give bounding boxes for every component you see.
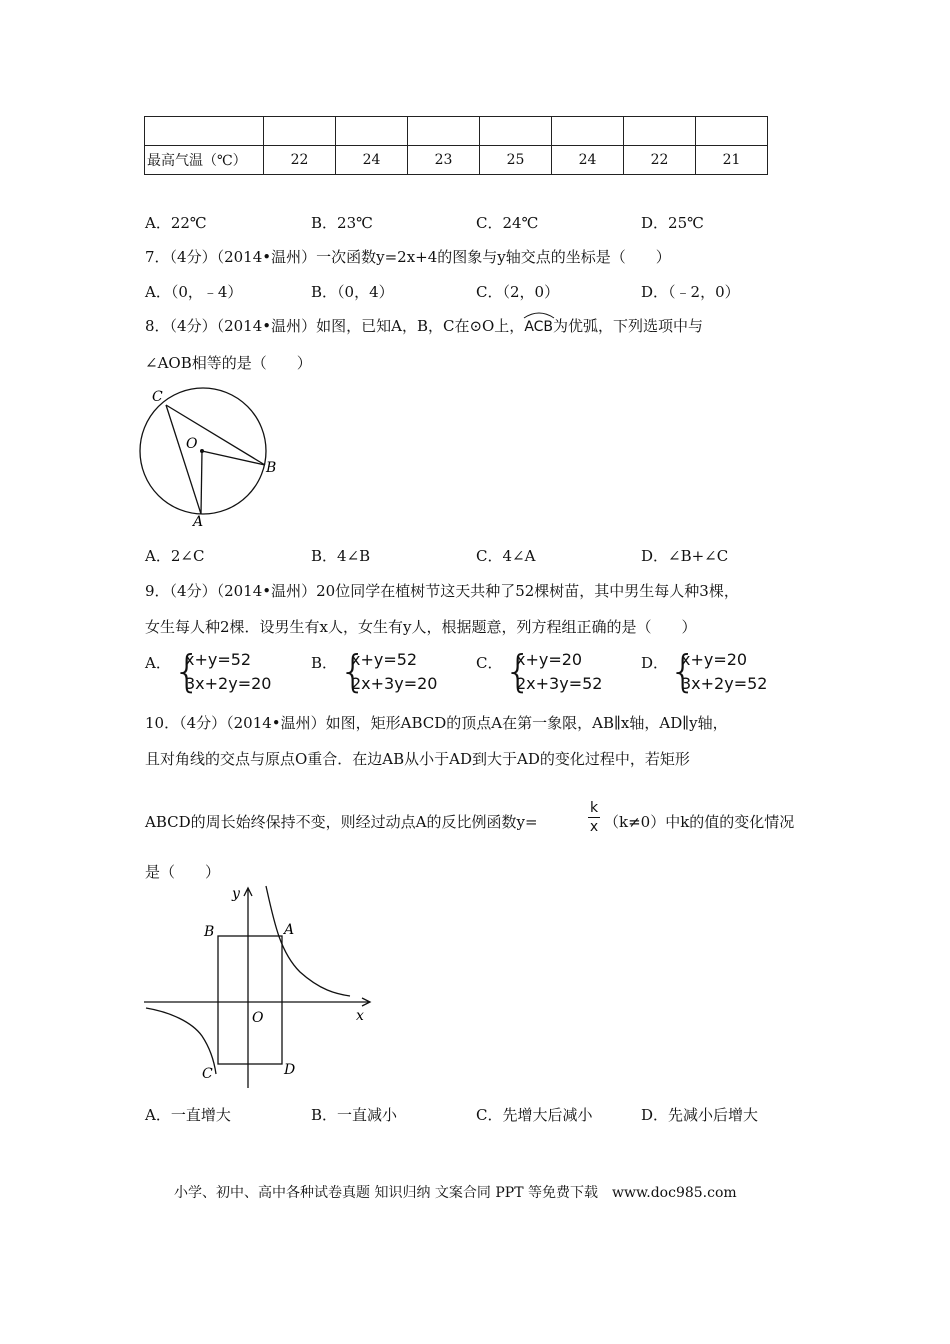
equation-1: x+y=20 xyxy=(681,650,748,669)
label-b: B xyxy=(266,460,277,476)
q9-option-c-letter: C． xyxy=(476,654,503,672)
table-row xyxy=(145,146,768,175)
table-cell: 24 xyxy=(552,146,624,175)
equation-2: 2x+3y=20 xyxy=(351,674,438,693)
brace-icon: { xyxy=(173,646,201,697)
fraction-k-over-x xyxy=(588,800,600,835)
table-cell: 22 xyxy=(624,146,696,175)
table-cell: 25 xyxy=(480,146,552,175)
segment-ob xyxy=(202,451,265,465)
label-c: C xyxy=(152,389,163,405)
q10-stem-line3-end: （k≠0）中k的值的变化情况 xyxy=(604,813,795,831)
equation-2: 3x+2y=20 xyxy=(185,674,272,693)
rectangle-abcd xyxy=(218,936,282,1064)
q10-option-a: A．一直增大 xyxy=(145,1106,231,1124)
arc-label: ACB xyxy=(524,319,554,335)
q10-option-d: D．先减小后增大 xyxy=(641,1106,759,1124)
q7-option-c: C．（2，0） xyxy=(476,283,560,301)
q6-option-b: B．23℃ xyxy=(311,214,373,232)
q10-stem-line4: 是（ ） xyxy=(145,863,221,881)
table-cell: 24 xyxy=(336,146,408,175)
brace-icon: { xyxy=(504,646,532,697)
q8-stem-line1 xyxy=(145,315,703,336)
q8-stem-line2: ∠AOB相等的是（ ） xyxy=(145,354,312,372)
q10-option-b: B．一直减小 xyxy=(311,1106,398,1124)
q10-stem-line3-start: ABCD的周长始终保持不变，则经过动点A的反比例函数y= xyxy=(145,813,538,831)
q6-option-a: A．22℃ xyxy=(145,214,207,232)
table-cell: 23 xyxy=(408,146,480,175)
equation-1: x+y=52 xyxy=(185,650,252,669)
q9-stem-line1: 9．（4分）（2014•温州）20位同学在植树节这天共种了52棵树苗，其中男生每人种3棵， xyxy=(145,582,739,600)
q10-option-c: C．先增大后减小 xyxy=(476,1106,593,1124)
fraction-denominator: x xyxy=(589,819,599,835)
label-d: D xyxy=(284,1062,296,1078)
q10-coordinate-figure xyxy=(140,882,380,1092)
label-x: x xyxy=(356,1008,364,1024)
label-o: O xyxy=(186,436,198,452)
segment-cb xyxy=(166,405,265,465)
fraction-numerator: k xyxy=(589,800,599,816)
hyperbola-branch-1 xyxy=(266,886,350,996)
q8-option-c: C．4∠A xyxy=(476,547,536,565)
table-cell xyxy=(408,117,480,146)
q9-option-d-letter: D． xyxy=(641,654,669,672)
fraction-bar xyxy=(588,817,600,818)
label-b: B xyxy=(204,924,215,940)
q9-option-a-system xyxy=(173,646,283,700)
segment-ca xyxy=(166,405,201,514)
page-footer: 小学、初中、高中各种试卷真题 知识归纳 文案合同 PPT 等免费下载 www.doc985.com xyxy=(174,1185,737,1201)
table-cell: 22 xyxy=(264,146,336,175)
arc-notation xyxy=(524,315,553,335)
arc-mark-icon xyxy=(522,311,556,319)
q8-stem-end: 为优弧，下列选项中与 xyxy=(553,317,704,335)
q7-stem: 7．（4分）（2014•温州）一次函数y=2x+4的图象与y轴交点的坐标是（ ） xyxy=(145,248,671,266)
q8-option-d: D．∠B+∠C xyxy=(641,547,729,565)
row-label: 最高气温（℃） xyxy=(145,146,264,175)
q9-stem-line2: 女生每人种2棵．设男生有x人，女生有y人，根据题意，列方程组正确的是（ ） xyxy=(145,618,697,636)
label-o: O xyxy=(252,1010,264,1026)
temperature-table xyxy=(144,116,768,175)
brace-icon: { xyxy=(669,646,697,697)
center-dot xyxy=(200,449,204,453)
q7-option-d: D．（﹣2，0） xyxy=(641,283,740,301)
equation-2: 3x+2y=52 xyxy=(681,674,768,693)
q8-stem-start: 8．（4分）（2014•温州）如图，已知A，B，C在⊙O上， xyxy=(145,317,525,335)
table-cell xyxy=(145,117,264,146)
table-cell xyxy=(696,117,768,146)
q9-option-c-system xyxy=(504,646,614,700)
label-c: C xyxy=(202,1066,213,1082)
table-cell xyxy=(480,117,552,146)
q9-option-d-system xyxy=(669,646,779,700)
table-row xyxy=(145,117,768,146)
table-cell xyxy=(336,117,408,146)
q10-stem-line1: 10．（4分）（2014•温州）如图，矩形ABCD的顶点A在第一象限，AB∥x轴，AD∥y轴， xyxy=(145,714,728,732)
brace-icon: { xyxy=(339,646,367,697)
q7-option-b: B．（0，4） xyxy=(311,283,394,301)
table-cell: 21 xyxy=(696,146,768,175)
q6-option-d: D．25℃ xyxy=(641,214,704,232)
q10-stem-line2: 且对角线的交点与原点O重合．在边AB从小于AD到大于AD的变化过程中，若矩形 xyxy=(145,750,690,768)
table-cell xyxy=(552,117,624,146)
q6-option-c: C．24℃ xyxy=(476,214,539,232)
equation-1: x+y=20 xyxy=(516,650,583,669)
equation-1: x+y=52 xyxy=(351,650,418,669)
q9-option-b-system xyxy=(339,646,449,700)
q9-option-b-letter: B． xyxy=(311,654,338,672)
q8-circle-figure xyxy=(138,384,288,534)
hyperbola-branch-2 xyxy=(146,1008,216,1074)
label-a: A xyxy=(284,922,295,938)
equation-2: 2x+3y=52 xyxy=(516,674,603,693)
table-cell xyxy=(624,117,696,146)
q8-option-b: B．4∠B xyxy=(311,547,371,565)
table-cell xyxy=(264,117,336,146)
label-y: y xyxy=(232,886,240,902)
q8-option-a: A．2∠C xyxy=(145,547,205,565)
q9-option-a-letter: A． xyxy=(145,654,171,672)
segment-oa xyxy=(201,451,202,514)
label-a: A xyxy=(193,514,204,530)
q7-option-a: A．（0，﹣4） xyxy=(145,283,243,301)
